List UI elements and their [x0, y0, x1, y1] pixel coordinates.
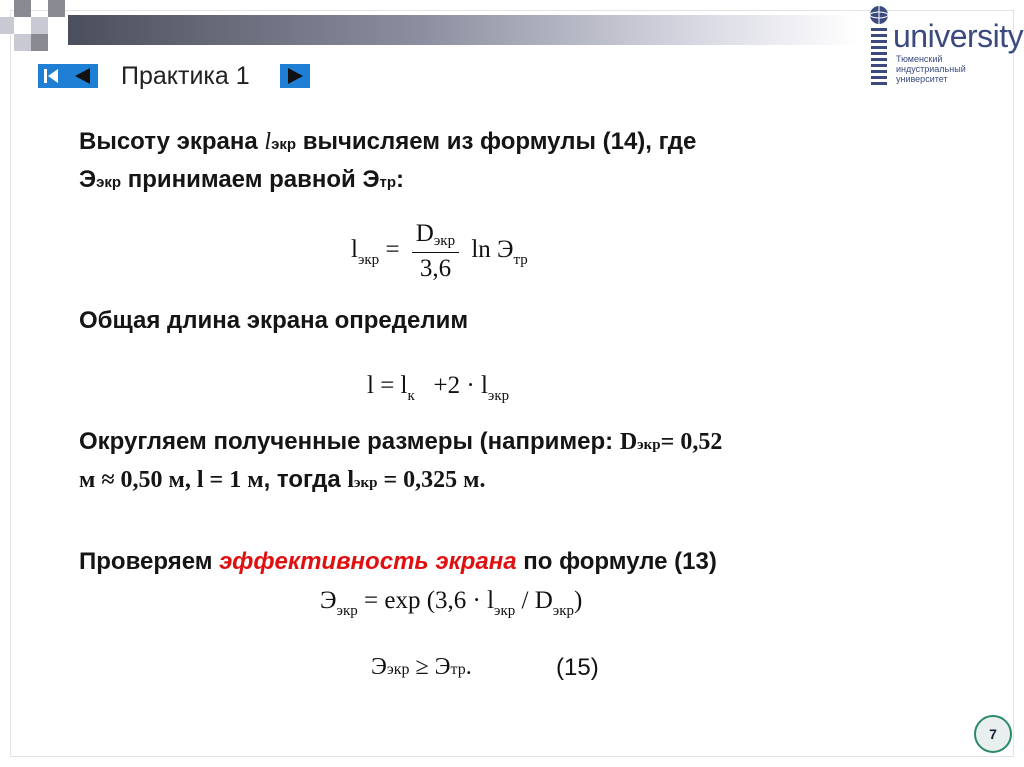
play-forward-icon: [280, 64, 310, 88]
highlighted-term: эффективность экрана: [219, 548, 517, 575]
university-logo-icon: [866, 4, 892, 90]
play-back-icon: [68, 64, 98, 88]
skip-back-icon: [38, 64, 68, 88]
slide-frame: [10, 10, 1014, 757]
formula-condition: Ээкр ≥ Этр.: [371, 654, 472, 680]
page-number-badge: 7: [974, 715, 1012, 753]
paragraph-screen-height: Высоту экрана lэкр вычисляем из формулы (14), где: [79, 128, 697, 155]
logo-subtitle: Тюменский индустриальный университет: [896, 54, 966, 84]
paragraph-rounding: Округляем полученные размеры (например: Dэкр= 0,52: [79, 428, 723, 455]
formula-efficiency: $Э_{экр} = \exp (3,6 \cdot l_{экр} / D_{экр})$: [320, 587, 583, 619]
back-slide-button[interactable]: [68, 64, 98, 88]
header-bar: [68, 15, 858, 45]
paragraph-rounding-line2: м ≈ 0,50 м, l = 1 м, тогда lэкр = 0,325 м.: [79, 466, 486, 493]
paragraph-screen-height-line2: Ээкр принимаем равной Этр:: [79, 166, 405, 193]
corner-square: [48, 0, 65, 17]
formula-total-length: $l = l_к$ $+2 \cdot l_{экр}$: [367, 372, 510, 404]
corner-square: [31, 34, 48, 51]
formula-number: (15): [556, 654, 599, 681]
formula-screen-height: $l_{экр}$ = $\frac{\text{Dэкр}}{3,6}$ $\ln Э_{тр}$: [351, 220, 528, 282]
corner-square: [0, 17, 14, 34]
paragraph-total-length: Общая длина экрана определим: [79, 307, 469, 334]
fraction: $\frac{\text{Dэкр}}{3,6}$: [412, 220, 459, 283]
corner-square: [31, 17, 48, 34]
next-slide-button[interactable]: [280, 64, 310, 88]
logo-word: university: [893, 18, 1024, 54]
page-title: Практика 1: [121, 62, 250, 90]
corner-square: [14, 0, 31, 17]
paragraph-check-efficiency: Проверяем эффективность экрана по формуле (13): [79, 548, 717, 575]
prev-slide-button[interactable]: [38, 64, 68, 88]
corner-square: [14, 34, 31, 51]
